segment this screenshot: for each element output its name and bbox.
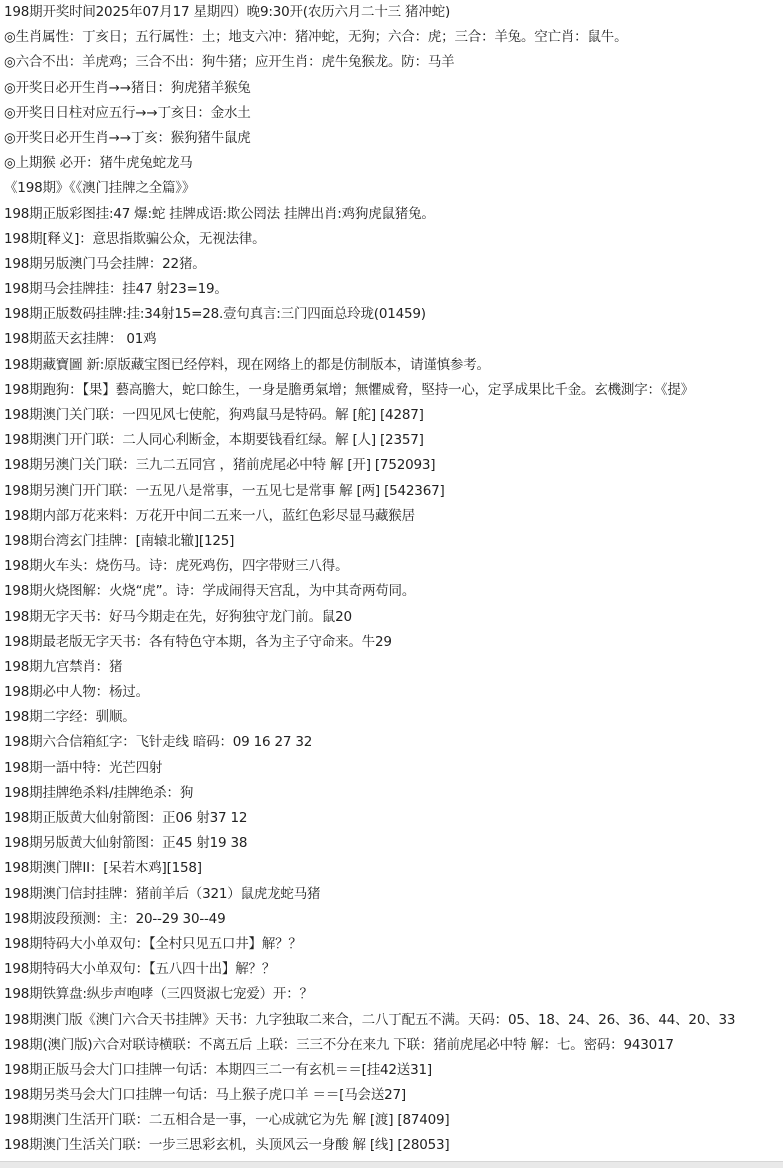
- alt-archery-chart-line: 198期另版黄大仙射箭图：正45 射19 38: [4, 835, 248, 852]
- alt-closing-couplet-line: 198期另澳门关门联：三九二五同宫 ，猪前虎尾必中特 解 [开] [752093]: [4, 457, 436, 474]
- closing-couplet-line: 198期澳门关门联：一四见风七使舵，狗鸡鼠马是特码。解 [舵] [4287]: [4, 407, 424, 423]
- day-pillar-elements-line: ◎开奖日日柱对应五行→→丁亥日：金水土: [4, 104, 251, 121]
- liuhe-exclusions-line: ◎六合不出：羊虎鸡；三合不出：狗牛猪；应开生肖：虎牛兔猴龙。防：马羊: [4, 54, 455, 71]
- digital-board-line: 198期正版数码挂牌:挂:34射15=28.壹句真言:三门四面总玲珑(01459): [4, 306, 426, 323]
- opening-couplet-line: 198期澳门开门联：二人同心利断金，本期要钱看红绿。解 [人] [2357]: [4, 432, 424, 449]
- heavenly-book-line: 198期澳门版《澳门六合天书挂牌》天书：九字独取二来合，二八丁配五不满。天码：05、18、24、26、36、44、20、33: [4, 1011, 736, 1028]
- train-head-line: 198期火车头：烧伤马。诗：虎死鸡伤，四字带财三八得。: [4, 558, 349, 575]
- fire-chart-line: 198期火烧图解：火烧“虎”。诗：学成闹得天宫乱，为中其奇两苟同。: [4, 583, 416, 600]
- blue-sky-board-line: 198期蓝天玄挂牌： 01鸡: [4, 331, 157, 348]
- figure-line: 198期必中人物：杨过。: [4, 684, 149, 701]
- section-heading: 《198期》《《澳门挂牌之全篇》》: [4, 180, 196, 197]
- last-period-line: ◎上期猴 必开：猪牛虎兔蛇龙马: [4, 155, 193, 172]
- life-closing-couplet-line: 198期澳门生活关门联：一步三思彩玄机，头顶风云一身酸 解 [线] [28053]: [4, 1137, 450, 1154]
- pig-day-zodiac-line: ◎开奖日必开生肖→→猪日：狗虎猪羊猴兔: [4, 79, 251, 96]
- treasure-map-line: 198期藏寶圖 新:原版藏宝图已经停料，现在网络上的都是仿制版本，请谨慎参考。: [4, 356, 490, 373]
- page-bottom-edge: [0, 1161, 783, 1168]
- alt-opening-couplet-line: 198期另澳门开门联：一五见八是常事，一五见七是常事 解 [两] [542367]: [4, 482, 445, 499]
- wave-forecast-line: 198期波段预测：主：20--29 30--49: [4, 910, 226, 927]
- jockey-club-board-line: 198期马会挂牌挂：挂47 射23=19。: [4, 281, 228, 298]
- size-parity-line-1: 198期特码大小单双句：【全村只见五口井】解？？: [4, 935, 302, 952]
- two-word-line: 198期二字经：驯顺。: [4, 709, 136, 726]
- macau-board-ii-line: 198期澳门牌II：[呆若木鸡][158]: [4, 860, 202, 877]
- wordless-book-line: 198期无字天书：好马今期走在先，好狗独守龙门前。鼠20: [4, 608, 352, 625]
- running-dog-line: 198期跑狗：【果】藝高膽大，蛇口餘生，一身是膽勇氣增；無懼威脅，堅持一心，定孚成果比千金。玄機測字：《提》: [4, 381, 694, 398]
- one-phrase-line: 198期一語中特：光芒四射: [4, 759, 163, 776]
- couplet-poem-line: 198期(澳门版)六合对联诗横联：不离五后 上联：三三不分在来九 下联：猪前虎尾必中特 解：七。密码：943017: [4, 1036, 674, 1053]
- draw-time-line: 198期开奖时间2025年07月17 星期四）晚9:30开(农历六月二十三 猪冲蛇): [4, 4, 451, 20]
- document-body: [4, 0, 783, 1159]
- oldest-wordless-book-line: 198期最老版无字天书：各有特色守本期，各为主子守命来。牛29: [4, 633, 392, 650]
- alt-macau-board-line: 198期另版澳门马会挂牌：22猪。: [4, 255, 206, 272]
- alt-gate-board-line: 198期另类马会大门口挂牌一句话：马上猴子虎口羊 ＝＝[马会送27]: [4, 1087, 406, 1104]
- inner-flowers-line: 198期内部万花来料：万花开中间二五来一八，蓝红色彩尽显马藏猴居: [4, 507, 415, 524]
- zodiac-attributes-line: ◎生肖属性：丁亥日；五行属性：土；地支六冲：猪冲蛇，无狗；六合：虎；三合：羊兔。空亡肖：鼠牛。: [4, 29, 628, 46]
- abacus-line: 198期铁算盘:纵步声咆哮（三四贤淑七宠爱）开：？: [4, 986, 313, 1003]
- life-opening-couplet-line: 198期澳门生活开门联：二五相合是一事，一心成就它为先 解 [渡] [87409]: [4, 1112, 450, 1129]
- gate-board-line: 198期正版马会大门口挂牌一句话：本期四三二一有玄机＝＝[挂42送31]: [4, 1061, 432, 1078]
- nine-palace-line: 198期九宫禁肖：猪: [4, 658, 123, 675]
- dinghai-zodiac-line: ◎开奖日必开生肖→→丁亥：猴狗猪牛鼠虎: [4, 129, 251, 146]
- mailbox-line: 198期六合信箱紅字：飞针走线 暗码：09 16 27 32: [4, 734, 313, 751]
- archery-chart-line: 198期正版黄大仙射箭图：正06 射37 12: [4, 810, 248, 826]
- envelope-board-line: 198期澳门信封挂牌：猪前羊后（321）鼠虎龙蛇马猪: [4, 885, 321, 902]
- board-kill-line: 198期挂牌绝杀料/挂牌绝杀：狗: [4, 784, 194, 801]
- color-chart-line: 198期正版彩图挂:47 爆:蛇 挂牌成语:欺公罔法 挂牌出肖:鸡狗虎鼠猪兔。: [4, 205, 435, 222]
- idiom-meaning-line: 198期[释义]：意思指欺骗公众，无视法律。: [4, 230, 266, 247]
- taiwan-board-line: 198期台湾玄门挂牌：[南辕北辙][125]: [4, 532, 235, 549]
- size-parity-line-2: 198期特码大小单双句：【五八四十出】解？？: [4, 961, 276, 978]
